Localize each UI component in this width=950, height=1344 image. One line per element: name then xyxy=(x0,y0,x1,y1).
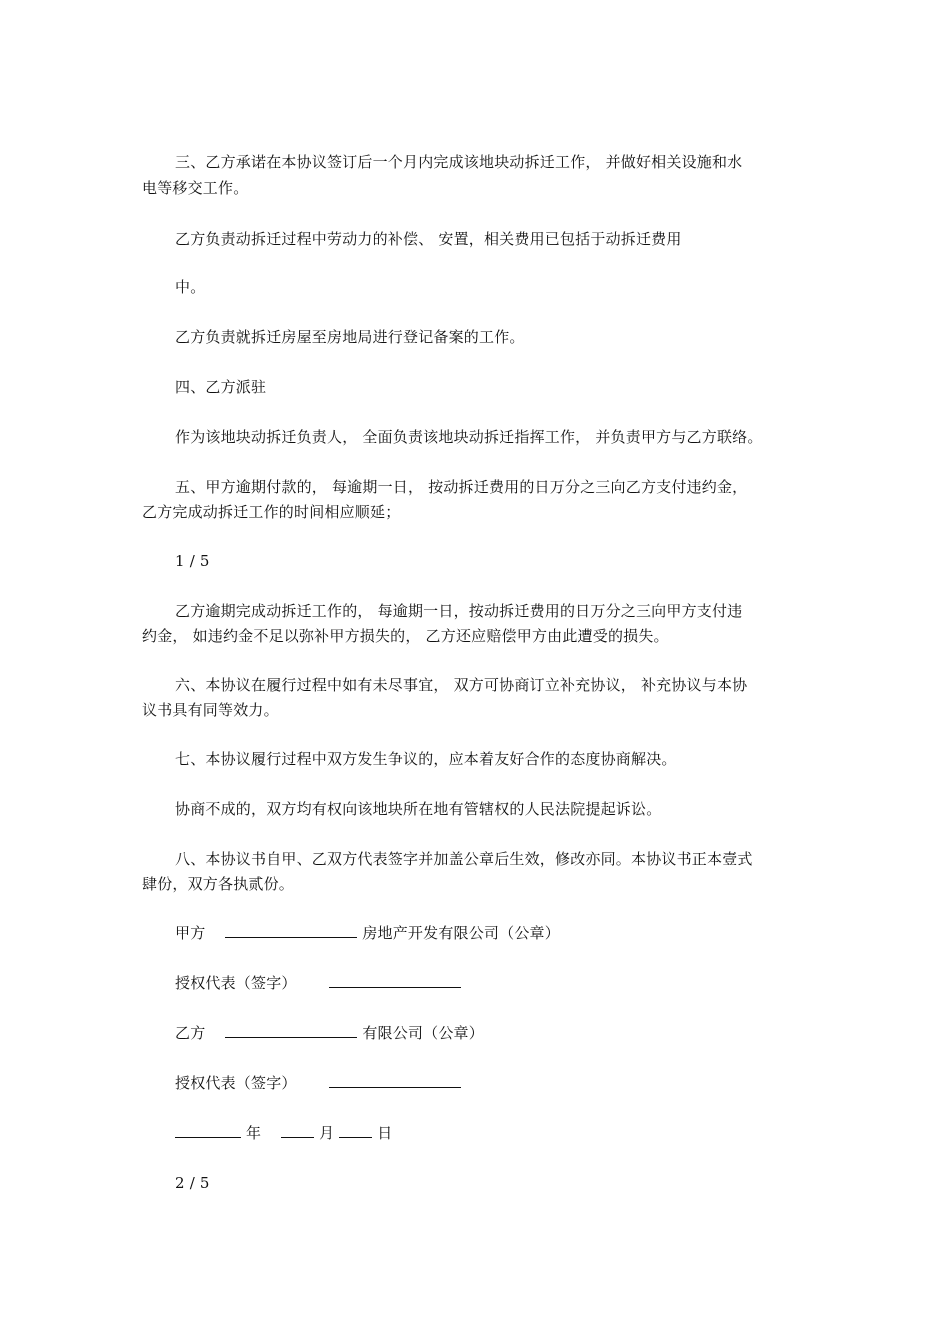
paragraph-7: 七、本协议履行过程中双方发生争议的，应本着友好合作的态度协商解决。 xyxy=(175,750,677,768)
year-label: 年 xyxy=(245,1124,262,1142)
paragraph-8-line-1: 八、本协议书自甲、乙双方代表签字并加盖公章后生效，修改亦同。本协议书正本壹式 xyxy=(175,850,753,868)
month-field[interactable] xyxy=(281,1123,314,1138)
paragraph-5b-line-2: 约金， 如违约金不足以弥补甲方损失的， 乙方还应赔偿甲方由此遭受的损失。 xyxy=(142,627,669,645)
party-a-label: 甲方 xyxy=(175,924,206,942)
rep-a-signature-field[interactable] xyxy=(329,973,461,988)
paragraph-5b-line-1: 乙方逾期完成动拆迁工作的， 每逾期一日，按动拆迁费用的日万分之三向甲方支付违 xyxy=(175,602,743,620)
rep-a-line xyxy=(175,970,865,996)
party-a-suffix: 房地产开发有限公司（公章） xyxy=(362,924,560,942)
party-b-line xyxy=(175,1020,865,1046)
paragraph-4: 四、乙方派驻 xyxy=(175,378,267,396)
rep-b-line xyxy=(175,1070,865,1096)
paragraph-4b: 作为该地块动拆迁负责人， 全面负责该地块动拆迁指挥工作， 并负责甲方与乙方联络。 xyxy=(175,428,763,446)
paragraph-6-line-2: 议书具有同等效力。 xyxy=(142,701,279,719)
page-number-1: 1 / 5 xyxy=(175,552,210,570)
paragraph-6-line-1: 六、本协议在履行过程中如有未尽事宜， 双方可协商订立补充协议， 补充协议与本协 xyxy=(175,676,748,694)
party-b-suffix: 有限公司（公章） xyxy=(362,1024,484,1042)
paragraph-3-line-2: 电等移交工作。 xyxy=(142,179,249,197)
paragraph-5-line-2: 乙方完成动拆迁工作的时间相应顺延； xyxy=(142,503,401,521)
paragraph-3-line-1: 三、乙方承诺在本协议签订后一个月内完成该地块动拆迁工作， 并做好相关设施和水 xyxy=(175,153,743,171)
paragraph-3b-line-1: 乙方负责动拆迁过程中劳动力的补偿、 安置，相关费用已包括于动拆迁费用 xyxy=(175,230,682,248)
party-a-name-field[interactable] xyxy=(225,923,357,938)
paragraph-7b: 协商不成的，双方均有权向该地块所在地有管辖权的人民法院提起诉讼。 xyxy=(175,800,662,818)
rep-b-signature-field[interactable] xyxy=(329,1073,461,1088)
paragraph-3b-line-2: 中。 xyxy=(175,278,206,296)
paragraph-3c: 乙方负责就拆迁房屋至房地局进行登记备案的工作。 xyxy=(175,328,525,346)
date-line xyxy=(175,1120,865,1146)
party-a-line xyxy=(175,920,865,946)
day-field[interactable] xyxy=(339,1123,372,1138)
party-b-name-field[interactable] xyxy=(225,1023,357,1038)
year-field[interactable] xyxy=(175,1123,241,1138)
party-b-label: 乙方 xyxy=(175,1024,206,1042)
month-label: 月 xyxy=(319,1124,335,1142)
day-label: 日 xyxy=(377,1124,393,1142)
rep-a-label: 授权代表（签字） xyxy=(175,974,297,992)
paragraph-8-line-2: 肆份，双方各执贰份。 xyxy=(142,875,295,893)
rep-b-label: 授权代表（签字） xyxy=(175,1074,297,1092)
paragraph-5-line-1: 五、甲方逾期付款的， 每逾期一日， 按动拆迁费用的日万分之三向乙方支付违约金， xyxy=(175,478,748,496)
page-number-2: 2 / 5 xyxy=(175,1174,210,1192)
